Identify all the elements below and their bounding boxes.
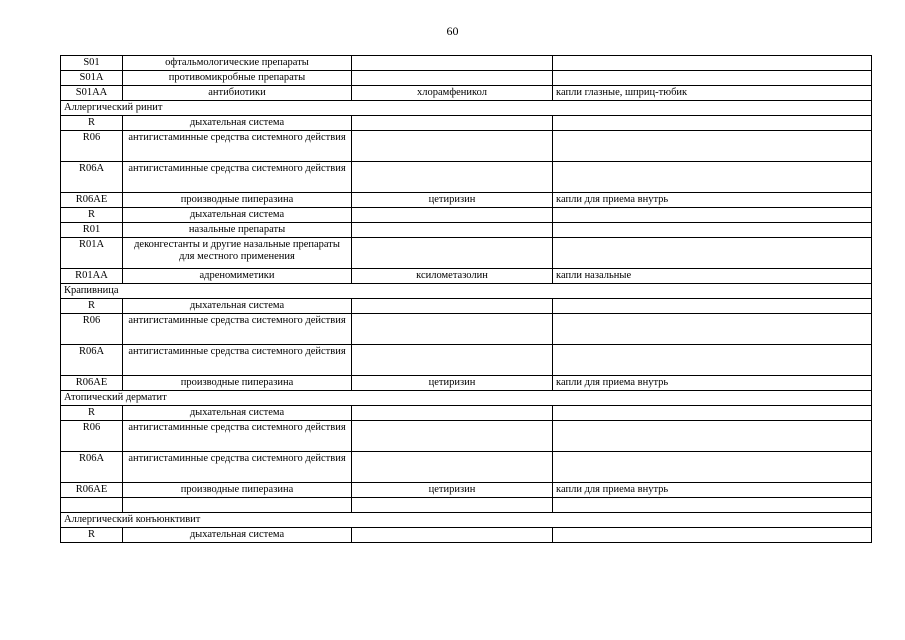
atc-code-cell: R01A <box>61 238 123 269</box>
atc-code-cell: R <box>61 116 123 131</box>
dosage-form-cell <box>553 116 872 131</box>
dosage-form-cell <box>553 528 872 543</box>
dosage-form-cell <box>553 498 872 513</box>
atc-code-cell <box>61 498 123 513</box>
table-row <box>61 131 872 162</box>
table-row <box>61 483 872 498</box>
dosage-form-cell: капли глазные, шприц-тюбик <box>553 86 872 101</box>
page-number: 60 <box>446 24 459 38</box>
dosage-form-cell <box>553 345 872 376</box>
atc-code-cell: R06AE <box>61 376 123 391</box>
atc-name-cell: дыхательная система <box>123 406 352 421</box>
drug-name-cell <box>352 452 553 483</box>
atc-code-cell: R01AA <box>61 269 123 284</box>
atc-name-cell: дыхательная система <box>123 528 352 543</box>
section-row <box>61 284 872 299</box>
atc-name-cell: адреномиметики <box>123 269 352 284</box>
atc-name-cell: производные пиперазина <box>123 193 352 208</box>
drug-name-cell <box>352 528 553 543</box>
table-row <box>61 56 872 71</box>
atc-code-cell: R06 <box>61 421 123 452</box>
dosage-form-cell <box>553 314 872 345</box>
atc-code-cell: S01AA <box>61 86 123 101</box>
drug-name-cell <box>352 162 553 193</box>
atc-name-cell: назальные препараты <box>123 223 352 238</box>
drug-name-cell: ксилометазолин <box>352 269 553 284</box>
atc-name-cell: антигистаминные средства системного действия <box>123 314 352 345</box>
atc-code-cell: R06 <box>61 131 123 162</box>
drug-name-cell <box>352 56 553 71</box>
dosage-form-cell <box>553 406 872 421</box>
section-row <box>61 101 872 116</box>
dosage-form-cell <box>553 131 872 162</box>
table-row <box>61 86 872 101</box>
atc-code-cell: R <box>61 528 123 543</box>
atc-name-cell: производные пиперазина <box>123 483 352 498</box>
drug-name-cell: цетиризин <box>352 193 553 208</box>
table-row <box>61 299 872 314</box>
section-title: Аллергический конъюнктивит <box>61 513 872 528</box>
table-row <box>61 345 872 376</box>
atc-name-cell: антигистаминные средства системного действия <box>123 345 352 376</box>
atc-code-cell: R06A <box>61 162 123 193</box>
dosage-form-cell <box>553 299 872 314</box>
table-row <box>61 314 872 345</box>
drug-table <box>60 55 872 543</box>
table-row <box>61 208 872 223</box>
drug-name-cell <box>352 238 553 269</box>
drug-name-cell <box>352 71 553 86</box>
section-row <box>61 391 872 406</box>
atc-name-cell: производные пиперазина <box>123 376 352 391</box>
dosage-form-cell: капли назальные <box>553 269 872 284</box>
atc-name-cell: офтальмологические препараты <box>123 56 352 71</box>
dosage-form-cell <box>553 421 872 452</box>
table-row <box>61 376 872 391</box>
table-row <box>61 269 872 284</box>
table-row <box>61 421 872 452</box>
atc-name-cell: антигистаминные средства системного действия <box>123 421 352 452</box>
dosage-form-cell <box>553 162 872 193</box>
atc-code-cell: R <box>61 299 123 314</box>
dosage-form-cell: капли для приема внутрь <box>553 376 872 391</box>
dosage-form-cell <box>553 71 872 86</box>
section-title: Атопический дерматит <box>61 391 872 406</box>
dosage-form-cell <box>553 56 872 71</box>
drug-name-cell <box>352 208 553 223</box>
section-title: Крапивница <box>61 284 872 299</box>
drug-name-cell: цетиризин <box>352 376 553 391</box>
dosage-form-cell: капли для приема внутрь <box>553 193 872 208</box>
atc-code-cell: S01A <box>61 71 123 86</box>
atc-code-cell: R06AE <box>61 193 123 208</box>
dosage-form-cell: капли для приема внутрь <box>553 483 872 498</box>
table-row <box>61 116 872 131</box>
atc-code-cell: R01 <box>61 223 123 238</box>
atc-code-cell: S01 <box>61 56 123 71</box>
drug-name-cell <box>352 345 553 376</box>
atc-name-cell: дыхательная система <box>123 116 352 131</box>
table-row <box>61 71 872 86</box>
drug-name-cell <box>352 498 553 513</box>
section-row <box>61 513 872 528</box>
atc-name-cell <box>123 498 352 513</box>
drug-name-cell <box>352 223 553 238</box>
atc-code-cell: R06AE <box>61 483 123 498</box>
drug-name-cell <box>352 299 553 314</box>
section-title: Аллергический ринит <box>61 101 872 116</box>
dosage-form-cell <box>553 223 872 238</box>
atc-code-cell: R06 <box>61 314 123 345</box>
atc-code-cell: R06A <box>61 452 123 483</box>
atc-name-cell: антигистаминные средства системного действия <box>123 162 352 193</box>
table-row <box>61 162 872 193</box>
table-row <box>61 193 872 208</box>
table-row <box>61 528 872 543</box>
drug-name-cell <box>352 421 553 452</box>
drug-name-cell: цетиризин <box>352 483 553 498</box>
drug-name-cell <box>352 406 553 421</box>
drug-name-cell <box>352 314 553 345</box>
table-row <box>61 223 872 238</box>
atc-code-cell: R <box>61 208 123 223</box>
table-row <box>61 406 872 421</box>
atc-name-cell: деконгестанты и другие назальные препараты для местного применения <box>123 238 352 269</box>
table-row <box>61 452 872 483</box>
drug-name-cell <box>352 131 553 162</box>
atc-code-cell: R <box>61 406 123 421</box>
atc-name-cell: антигистаминные средства системного действия <box>123 131 352 162</box>
atc-name-cell: противомикробные препараты <box>123 71 352 86</box>
drug-name-cell <box>352 116 553 131</box>
table-row <box>61 498 872 513</box>
dosage-form-cell <box>553 238 872 269</box>
dosage-form-cell <box>553 452 872 483</box>
table-row <box>61 238 872 269</box>
atc-name-cell: дыхательная система <box>123 208 352 223</box>
atc-name-cell: антигистаминные средства системного действия <box>123 452 352 483</box>
dosage-form-cell <box>553 208 872 223</box>
atc-code-cell: R06A <box>61 345 123 376</box>
atc-name-cell: дыхательная система <box>123 299 352 314</box>
atc-name-cell: антибиотики <box>123 86 352 101</box>
drug-name-cell: хлорамфеникол <box>352 86 553 101</box>
